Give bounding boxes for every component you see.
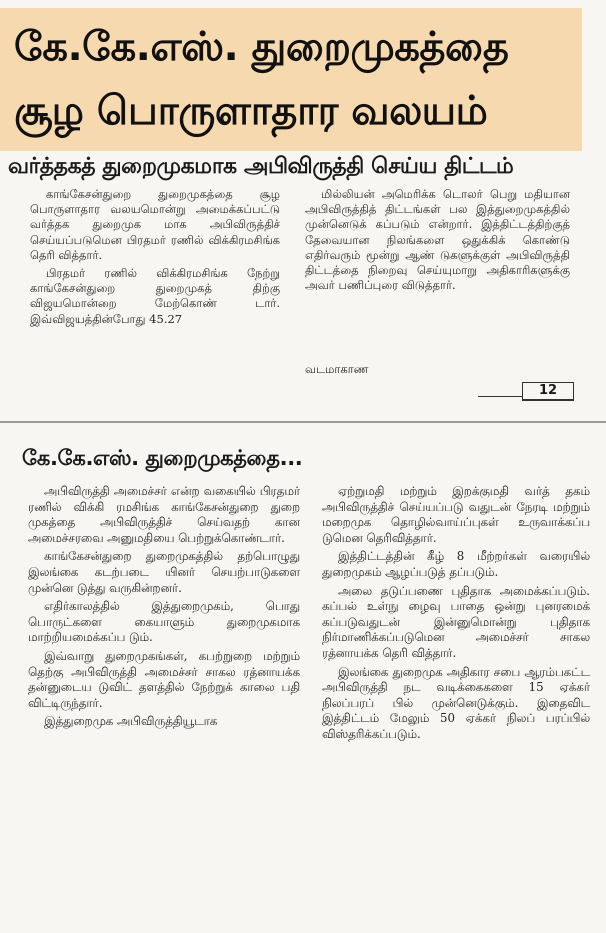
headline-line-1: கே.கே.எஸ். துறைமுகத்தை [14,24,509,70]
paragraph: ஏற்றுமதி மற்றும் இறக்குமதி வர்த் தகம் அபிவிருத்திச் செய்யப்படு வதுடன் நேரடி மற்றும் மறைமுக தொழில்வாய்ப்புகள் உருவாக்கப்ப டுமென தெரிவித்தார். [322,484,590,545]
paragraph: எதிர்காலத்தில் இத்துறைமுகம், பொது பொருட்களை கையாளும் துறைமுகமாக மாற்றியமைக்கப்ப டும். [28,599,300,645]
paragraph: இத்துறைமுக அபிவிருத்தியூடாக [44,714,218,729]
article-column-2 [305,187,570,296]
article-column-1 [30,187,280,330]
byline: வடமாகாண [305,362,369,376]
paragraph: காங்கேசன்துறை துறைமுகத்தை சூழ பொருளாதார வலயமொன்று அமைக்கப்பட்டு வர்த்தக துறைமுக மாக அபிவிருத்திச் செய்யப்படுமென பிரதமர் ரணில் விக்கிரமசிங்க தெரி வித்தார். [30,187,280,262]
subheadline: வர்த்தகத் துறைமுகமாக அபிவிருத்தி செய்ய திட்டம் [8,154,514,179]
paragraph: இலங்கை துறைமுக அதிகார சபை ஆரம்பகட்ட அபிவிருத்தி நட வடிக்கைகளை 15 ஏக்கர் நிலப்பரப் பில் முன்னெடுக்கும். இதைவிட இத்திட்டம் மேலும் 50 ஏக்கர் நிலப் பரப்பில் விஸ்தரிக்கப்படும். [322,664,590,741]
page-reference-tag: 12 [522,382,574,401]
headline-banner [0,8,582,151]
paragraph: பிரதமர் ரணில் விக்கிரமசிங்க நேற்று காங்கேசன்துறை துறைமுகத் திற்கு விஜயமொன்றை மேற்கொண் டார். இவ்விஜயத்தின்போது 45.27 [30,266,280,326]
paragraph: மில்லியன் அமெரிக்க டொலர் பெறு மதியான அபிவிருத்தித் திட்டங்கள் பல இத்துறைமுகத்தில் முன்னெடுக் கப்படும் என்றார். இத்திட்டத்திற்குத் தேவையான நிலங்களை ஒதுக்கிக் கொண்டு எதிர்வரும் மூன்று ஆண் டுகளுக்குள் அபிவிருத்தி திட்டத்தை நிறைவு செய்யுமாறு அதிகாரிகளுக்கு அவர் பணிப்புரை விடுத்தார். [305,187,570,293]
headline-line-2: சூழ பொருளாதார வலயம் [14,88,488,134]
continuation-title: கே.கே.எஸ். துறைமுகத்தை... [22,446,303,470]
paragraph: காங்கேசன்துறை துறைமுகத்தில் தற்பொழுது இலங்கை கடற்படை யினர் செயற்பாடுகளை முன்னெ டுத்து வருகின்றனர். [28,549,300,595]
section-divider [0,421,606,423]
paragraph: இத்திட்டத்தின் கீழ் 8 மீற்றர்கள் வரையில் துறைமுகம் ஆழப்படுத் தப்படும். [322,549,590,579]
continuation-column-2 [322,484,590,746]
page-tag-rule [478,396,522,397]
continuation-column-1 [28,484,300,733]
paragraph: அலை தடுப்பணை புதிதாக அமைக்கப்படும். கப்பல் உள்நு ழைவு பாதை ஒன்று புனரமைக் கப்படுவதுடன் இன்னுமொன்று புதிதாக நிர்மாணிக்கப்படுமென அமைச்சர் சாகல ரத்னாயக்க தெரி வித்தார். [322,583,590,660]
paragraph: இவ்வாறு துறைமுகங்கள், கபற்றுறை மற்றும் தெற்கு அபிவிருத்தி அமைச்சர் சாகல ரத்னாயக்க தன்னுடைய டுவிட் தளத்தில் நேற்றுக் காலை பதி விட்டிருந்தார். [28,648,300,710]
paragraph: அபிவிருத்தி அமைச்சர் என்ற வகையில் பிரதமர் ரணில் விக்கி ரமசிங்க காங்கேசன்துறை துறை முகத்தை அபிவிருத்திச் செய்வதற் கான அமைச்சரவை அனுமதியை பெற்றுக்கொண்டார். [28,484,300,545]
